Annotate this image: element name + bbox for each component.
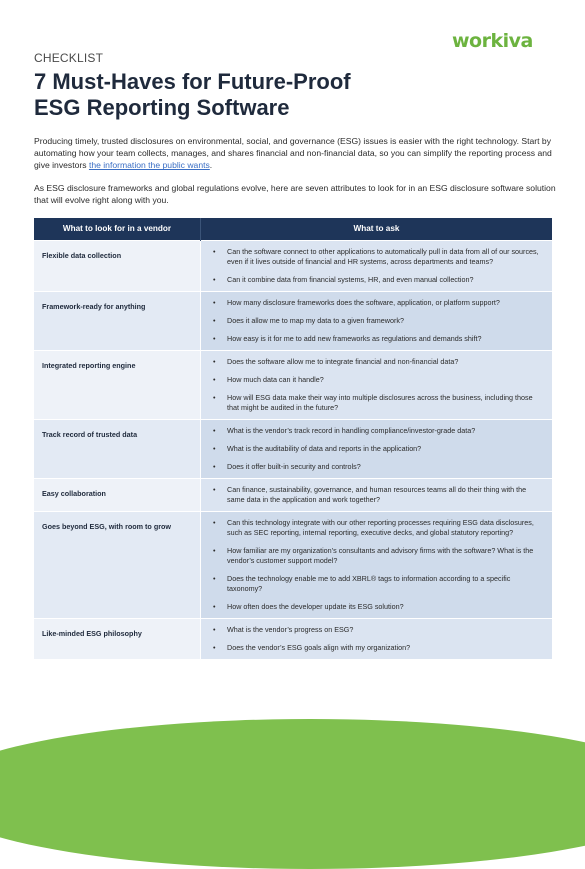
question-item: • How many disclosure frameworks does the software, application, or platform support? [227, 298, 542, 308]
page-title [34, 69, 554, 121]
question-item: • How much data can it handle? [227, 375, 542, 385]
row-label: Flexible data collection [34, 241, 201, 292]
question-item: • Can this technology integrate with our other reporting processes requiring ESG data disclosures, such as SEC reporting, internal reporting, executive decks, and global statutory reporting? [227, 518, 542, 538]
question-item: • What is the vendor’s track record in handling compliance/investor-grade data? [227, 426, 542, 436]
workiva-logo: workiva [452, 30, 533, 52]
question-item: • How will ESG data make their way into multiple disclosures across the business, including those that might be audited in the future? [227, 393, 542, 413]
table-row [34, 619, 552, 660]
row-label: Like-minded ESG philosophy [34, 619, 201, 660]
row-questions [201, 619, 553, 660]
table-row [34, 512, 552, 619]
table-row [34, 292, 552, 351]
question-item: • What is the auditability of data and reports in the application? [227, 444, 542, 454]
question-item: • Can finance, sustainability, governance, and human resources teams all do their thing with the same data in the application and work together? [227, 485, 542, 505]
question-item: • Does the software allow me to integrate financial and non-financial data? [227, 357, 542, 367]
intro-text-end: . [209, 160, 213, 171]
row-questions [201, 292, 553, 351]
checklist-table [34, 218, 552, 659]
question-item: • What is the vendor’s progress on ESG? [227, 625, 542, 635]
table-row [34, 241, 552, 292]
row-label: Easy collaboration [34, 479, 201, 512]
table-row [34, 420, 552, 479]
row-label: Goes beyond ESG, with room to grow [34, 512, 201, 619]
intro-text: Producing timely, trusted disclosures on environmental, social, and governance (ESG) issues is easier with the right technology. Start by automating how your team collects, manages, and shares financial and non-financial data, so you can simplify the reporting process and give investors [34, 136, 552, 171]
row-questions [201, 479, 553, 512]
information-link[interactable]: the information the public wants [88, 160, 210, 171]
row-questions [201, 241, 553, 292]
question-item: • Can the software connect to other applications to automatically pull in data from all of our sources, even if it lives outside of financial and HR systems, across departments and teams? [227, 247, 542, 267]
document-kicker: CHECKLIST [34, 51, 104, 65]
column-header-ask: What to ask [201, 218, 553, 241]
row-questions [201, 351, 553, 420]
question-item: • Does the technology enable me to add XBRL® tags to information according to a specific taxonomy? [227, 574, 542, 594]
table-row [34, 479, 552, 512]
question-item: • Does it offer built-in security and controls? [227, 462, 542, 472]
question-item: • Does it allow me to map my data to a given framework? [227, 316, 542, 326]
table-header-row [34, 218, 552, 241]
row-label: Track record of trusted data [34, 420, 201, 479]
question-item: • Can it combine data from financial systems, HR, and even manual collection? [227, 275, 542, 285]
question-item: • How easy is it for me to add new frameworks as regulations and demands shift? [227, 334, 542, 344]
row-label: Integrated reporting engine [34, 351, 201, 420]
row-questions [201, 420, 553, 479]
title-line-1: 7 Must-Haves for Future-Proof [34, 69, 351, 94]
question-item: • How familiar are my organization’s consultants and advisory firms with the software? What is the vendor’s customer support model? [227, 546, 542, 566]
row-label: Framework-ready for anything [34, 292, 201, 351]
intro-paragraph-2: As ESG disclosure frameworks and global regulations evolve, here are seven attributes to look for in an ESG disclosure software solution that will evolve right along with you. [34, 183, 556, 206]
row-questions [201, 512, 553, 619]
intro-paragraph [34, 135, 556, 172]
title-line-2: ESG Reporting Software [34, 95, 290, 120]
question-item: • Does the vendor’s ESG goals align with my organization? [227, 643, 542, 653]
question-item: • How often does the developer update its ESG solution? [227, 602, 542, 612]
table-row [34, 351, 552, 420]
decorative-green-arc [0, 719, 585, 869]
column-header-vendor: What to look for in a vendor [34, 218, 201, 241]
